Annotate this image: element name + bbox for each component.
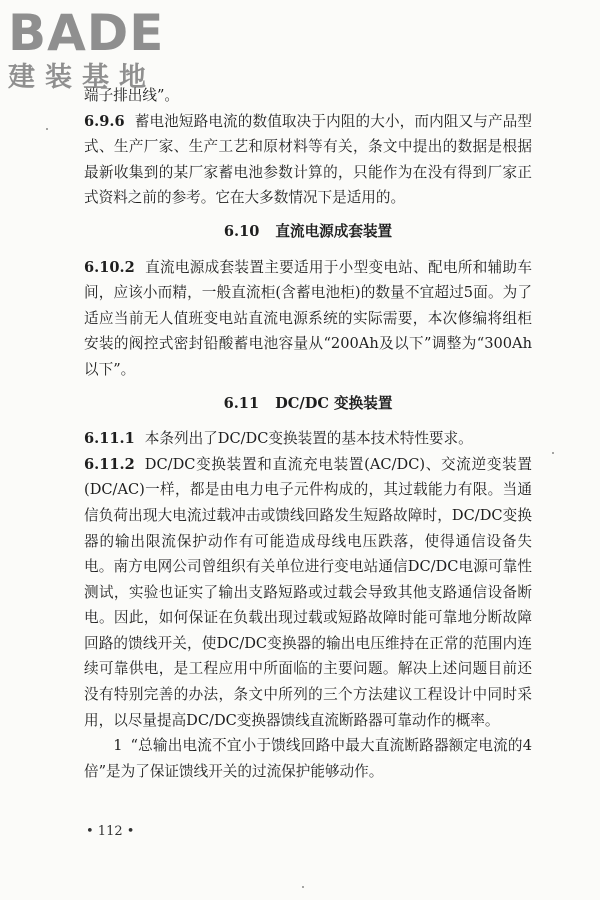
clause-text: 蓄电池短路电流的数值取决于内阻的大小，而内阻又与产品型式、生产厂家、生产工艺和原材料等有关，条文中提出的数据是根据最新收集到的某厂家蓄电池参数计算的，只能作为在没有得到厂家正式资料之前的参考。它在大多数情况下是适用的。 [84,112,532,207]
page-number: • 112 • [86,824,135,839]
scan-speck [552,452,554,454]
clause-text: 本条列出了DC/DC变换装置的基本技术特性要求。 [144,430,473,448]
clause-number: 6.11.1 [84,430,135,448]
continuation-line: 端子排出线”。 [84,87,180,104]
logo-subtitle: 建装基地 [8,62,156,93]
document-body [84,83,532,784]
item-text: “总输出电流不宜小于馈线回路中最大直流断路器额定电流的4倍”是为了保证馈线开关的过流保护能够动作。 [84,737,532,780]
heading-6-10 [84,219,532,245]
logo-wordmark: BADE [8,4,165,62]
heading-title: 直流电源成套装置 [275,222,393,240]
list-item-1 [84,733,532,784]
heading-number: 6.10 [223,222,260,240]
section-6-10-2 [84,255,532,383]
heading-title: DC/DC 变换装置 [275,394,393,412]
section-6-9-6 [84,109,532,211]
clause-number: 6.11.2 [84,455,135,473]
scan-speck [46,128,48,130]
heading-number: 6.11 [223,394,260,412]
clause-text: DC/DC变换装置和直流充电装置(AC/DC)、交流逆变装置(DC/AC)一样，都是由电力电子元件构成的，其过载能力有限。当通信负荷出现大电流过载冲击或馈线回路发生短路故障时，DC/DC变换器的输出限流保护动作有可能造成母线电压跌落，使得通信设备失电。南方电网公司曾组织有关单位进行变电站通信DC/DC电源可靠性测试，实验也证实了输出支路短路或过载会导致其他支路通信设备断电。因此，如何保证在负载出现过载或短路故障时能可靠地分断故障回路的馈线开关，使DC/DC变换器的输出电压维持在正常的范围内连续可靠供电，是工程应用中所面临的主要问题。解决上述问题目前还没有特别完善的办法，条文中所列的三个方法建议工程设计中同时采用，以尽量提高DC/DC变换器馈线直流断路器可靠动作的概率。 [84,455,532,729]
heading-6-11 [84,391,532,417]
clause-text: 直流电源成套装置主要适用于小型变电站、配电所和辅助车间，应该小而精，一般直流柜(含蓄电池柜)的数量不宜超过5面。为了适应当前无人值班变电站直流电源系统的实际需要，本次修编将组柜安装的阀控式密封铅酸蓄电池容量从“200Ah及以下”调整为“300Ah以下”。 [84,258,532,378]
item-number: 1 [113,737,123,755]
section-6-11-1 [84,426,532,452]
clause-number: 6.10.2 [84,258,135,276]
clause-number: 6.9.6 [84,112,125,130]
scan-speck [302,886,304,888]
section-6-11-2 [84,452,532,734]
